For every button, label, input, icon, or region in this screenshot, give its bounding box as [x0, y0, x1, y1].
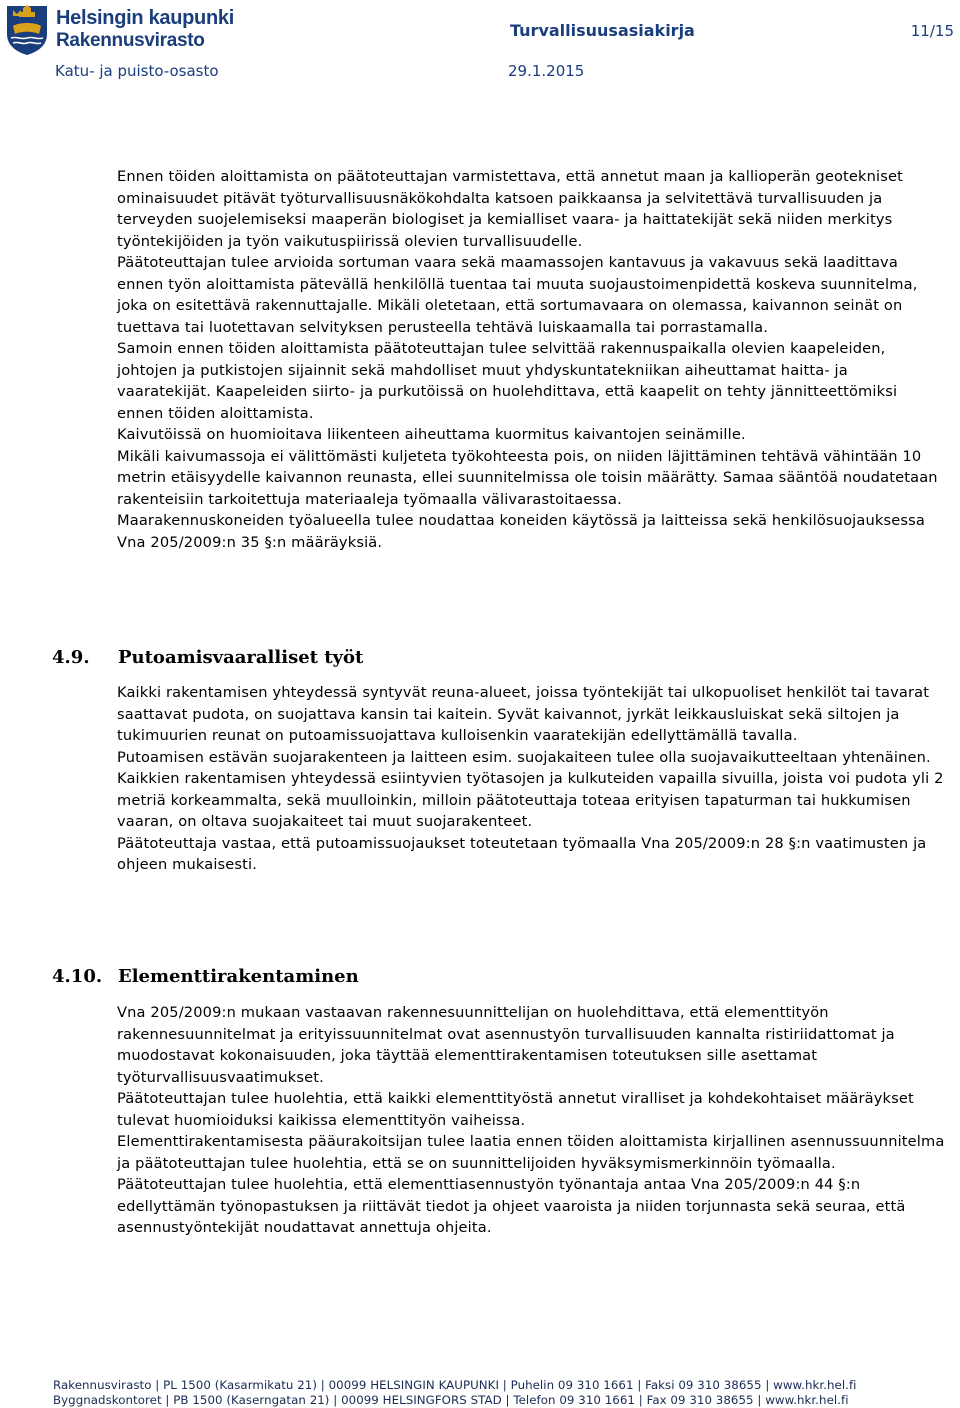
paragraph: Kaikkien rakentamisen yhteydessä esiintyvien työtasojen ja kulkuteiden vapailla sivuilla, joista voi pudota yli 2 metriä korkeammalta, sekä muulloinkin, milloin päätoteuttaja toteaa erityisen tapaturman tai hukkumisen vaaran, on oltava suojakaiteet tai muut suojarakenteet. [117, 770, 944, 830]
section-heading-4-10 [52, 966, 359, 988]
department-name: Katu- ja puisto-osasto [55, 62, 219, 80]
section-heading-4-9 [52, 647, 363, 669]
section-number: 4.10. [52, 966, 103, 987]
section-title: Elementtirakentaminen [118, 966, 359, 987]
organization-subunit: Rakennusvirasto [56, 30, 205, 51]
section-number: 4.9. [52, 647, 90, 668]
footer-line-swedish: Byggnadskontoret | PB 1500 (Kaserngatan 21) | 00099 HELSINGFORS STAD | Telefon 09 310 1661 | Fax 09 310 38655 | www.hkr.hel.fi [53, 1393, 849, 1407]
intro-block [117, 166, 945, 553]
paragraph: Vna 205/2009:n mukaan vastaavan rakennesuunnittelijan on huolehdittava, että elementtityön rakennesuunnitelmat ja erityissuunnitelmat ovat asennustyön turvallisuuden kannalta ristiriidattomat ja muodostavat kokonaisuuden, joka täyttää elementtirakentamisen toteutuksen sille asettamat työturvallisuusvaatimukset. [117, 1004, 895, 1086]
document-date: 29.1.2015 [508, 62, 585, 80]
paragraph: Elementtirakentamisesta pääurakoitsijan tulee laatia ennen töiden aloittamista kirjallinen asennussuunnitelma ja päätoteuttajan tulee huolehtia, että se on suunnittelijoiden hyväksymismerkinnöin työmaalla. [117, 1133, 945, 1172]
paragraph: Päätoteuttajan tulee huolehtia, että kaikki elementtityöstä annetut viralliset ja kohdekohtaiset määräykset tulevat huomioiduksi kaikissa elementtityön vaiheissa. [117, 1090, 914, 1129]
paragraph: Kaikki rakentamisen yhteydessä syntyvät reuna-alueet, joissa työntekijät tai ulkopuoliset henkilöt tai tavarat saattavat pudota, on suojattava kansin tai kaitein. Syvät kaivannot, jyrkät leikkausluiskat sekä siltojen ja tukimuurien reunat on putoamissuojattava kulloisenkin vaaratekijän edellyttämällä tavalla. [117, 684, 930, 744]
paragraph: Putoamisen estävän suojarakenteen ja laitteen esim. suojakaiteen tulee olla suojavaikutteeltaan yhtenäinen. [117, 748, 931, 766]
paragraph: Ennen töiden aloittamista on päätoteuttajan varmistettava, että annetut maan ja kallioperän geotekniset ominaisuudet pitävät työturvallisuusnäkökohdalta katsoen paikkaansa ja selvitettävä turvallisuuden ja terveyden suojelemiseksi maaperän biologiset ja kemialliset vaara- ja haittatekijät sekä niiden merkitys työntekijöiden ja työn vaikutuspiirissä olevien turvallisuudelle. [117, 168, 904, 250]
paragraph: Samoin ennen töiden aloittamista päätoteuttajan tulee selvittää rakennuspaikalla olevien kaapeleiden, johtojen ja putkistojen sijainnit sekä mahdolliset muut yhdyskuntatekniikan aiheuttamat haitta- ja vaaratekijät. Kaapeleiden siirto- ja purkutöissä on huolehdittava, että kaapelit on tehty jännitteettömiksi ennen töiden aloittamista. [117, 340, 898, 422]
page-number: 11/15 [910, 22, 954, 40]
footer-line-finnish: Rakennusvirasto | PL 1500 (Kasarmikatu 21) | 00099 HELSINGIN KAUPUNKI | Puhelin 09 310 1661 | Faksi 09 310 38655 | www.hkr.hel.fi [53, 1378, 857, 1392]
paragraph: Päätoteuttajan tulee arvioida sortuman vaara sekä maamassojen kantavuus ja vakavuus sekä laadittava ennen työn aloittamista pätevällä henkilöllä tuentaa tai muuta suojaustoimenpidettä koskeva suunnitelma, joka on esitettävä rakennuttajalle. Mikäli oletetaan, että sortumavaara on olemassa, kaivannon seinät on tuettava tai luotettavan selvityksen perusteella tehtävä luiskaamalla tai porrastamalla. [117, 254, 918, 336]
paragraph: Päätoteuttaja vastaa, että putoamissuojaukset toteutetaan työmaalla Vna 205/2009:n 28 §:n vaatimusten ja ohjeen mukaisesti. [117, 834, 927, 873]
section-title: Putoamisvaaralliset työt [118, 647, 364, 668]
document-type: Turvallisuusasiakirja [510, 21, 695, 40]
organization-name: Helsingin kaupunki [56, 7, 234, 29]
section-4-10-body [117, 1002, 945, 1239]
helsinki-crest-icon [5, 4, 49, 56]
section-4-9-body [117, 682, 945, 876]
paragraph: Kaivutöissä on huomioitava liikenteen aiheuttama kuormitus kaivantojen seinämille. [117, 426, 746, 443]
paragraph: Päätoteuttajan tulee huolehtia, että elementtiasennustyön työnantaja antaa Vna 205/2009:n 44 §:n edellyttämän työnopastuksen ja riittävät tiedot ja ohjeet vaaroista ja niiden torjunnasta sekä seuraa, että asennustyöntekijät noudattavat annettuja ohjeita. [117, 1176, 906, 1236]
paragraph: Maarakennuskoneiden työalueella tulee noudattaa koneiden käytössä ja laitteissa sekä henkilösuojauksessa Vna 205/2009:n 35 §:n määräyksiä. [117, 512, 925, 551]
paragraph: Mikäli kaivumassoja ei välittömästi kuljeteta työkohteesta pois, on niiden läjittäminen tehtävä vähintään 10 metrin etäisyydelle kaivannon reunasta, ellei suunnitelmissa ole toisin määrätty. Samaa sääntöä noudatetaan rakenteisiin tarkoitettuja materiaaleja työmaalla välivarastoitaessa. [117, 447, 938, 508]
